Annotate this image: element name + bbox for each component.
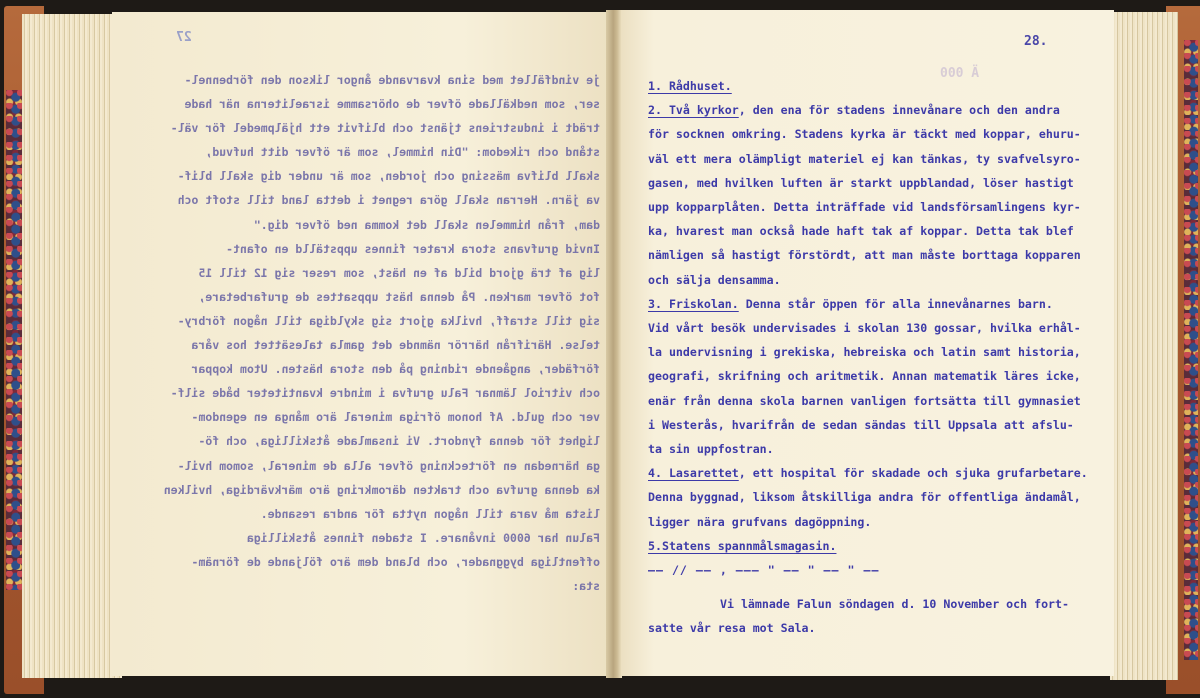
mirrored-line: offentliga byggnader, och bland dem äro följande de förnäm- [191,554,600,569]
line-text: Denna står öppen för alla innevånarnes barn. [738,296,1053,311]
line-text: och sälja densamma. [648,272,781,287]
mirrored-line: lighet för denna fyndort. Vi insamlade åtskilliga, och fö- [198,434,600,449]
text-line [648,510,1088,534]
section-heading: 2. Två kyrkor [648,103,739,118]
mirrored-line: je vindfället med sina kvarvande ångor likson den förbennel- [184,73,600,87]
line-text: , ett hospital för skadade och sjuka grufarbetare. [738,466,1088,481]
mirrored-line: stånd och rikedom: "Din himmel, som är öfver ditt hufvud, [205,145,600,160]
spacer [648,582,1088,592]
line-text: Denna byggnad, liksom åtskilliga andra för offentliga ändamål, [648,490,1081,505]
bleed-through-stamp: 000 Ä [940,66,980,81]
right-page-stack [1110,12,1178,680]
mirrored-line: ga härnedan en förteckning öfver alla de mineral, somom hvil- [177,458,600,473]
text-line [648,219,1088,243]
mirrored-line: förfäder, angående ridning på den stora hästen. Utom koppar [191,362,600,377]
mirrored-line: Invid grufvans stora krater finnes uppställd en ofant- [226,241,600,256]
line-text: Vid vårt besök undervisades i skolan 130 gossar, hvilka erhål- [648,321,1081,336]
mirrored-line: och vitriol lämnar Falu grufva i mindre kvantiteter både silf- [170,386,600,401]
section-heading: 1. Rådhuset. [648,79,732,93]
text-line [648,316,1088,340]
line-text: gasen, med hvilken luften är starkt uppblandad, löser hastigt [648,175,1074,190]
line-text: enär från denna skola barnen vanligen fortsätta till gymnasiet [648,393,1081,408]
mirrored-line: skall blifva mässing och jorden, som är under dig skall blif- [177,169,600,184]
line-text: ligger nära grufvans dagöppning. [648,514,872,529]
text-line [648,74,1088,98]
mirrored-line: Falun har 6000 invånare. I staden finnes åtskilliga [246,530,600,545]
text-line [648,437,1088,461]
text-line [648,340,1088,364]
mirrored-line: sta: [572,578,600,593]
line-text: nämligen så hastigt förstördt, att man måste borttaga kopparen [648,248,1081,263]
mirrored-line: sig till straff, hvilka gjort sig skyldiga till någon förbry- [177,313,600,328]
mirrored-line: lista må vara till någon nytta för andra resande. [260,506,600,521]
mirrored-line: ver och guld. Af honom öfriga mineral äro många en egendom- [191,410,600,425]
text-line [648,195,1088,219]
text-line [648,243,1088,267]
text-line [648,147,1088,171]
text-line [648,461,1088,485]
text-line [648,413,1088,437]
separator-line: —— // —— , ——— " —— " —— " —— [648,563,880,578]
text-line [648,534,1088,558]
line-text: väl ett mera olämpligt materiel ej kan tänkas, ty svafvelsyro- [648,151,1081,166]
left-page-mirrored-text [160,68,600,598]
right-marbled-edge [1184,40,1198,660]
section-heading: 4. Lasarettet [648,466,739,481]
line-text: ta sin uppfostran. [648,442,774,457]
line-text: la undervisning i grekiska, hebreiska och latin samt historia, [648,345,1081,360]
section-heading: 3. Friskolan. [648,296,739,311]
line-text: , den ena för stadens innevånare och den andra [738,103,1060,118]
line-text: för socknen omkring. Stadens kyrka är täckt med koppar, ehuru- [648,127,1081,142]
line-text: i Westerås, hvarifrån de sedan sändas till Uppsala att afslu- [648,417,1074,432]
book-gutter [606,10,622,678]
text-line [648,364,1088,388]
text-line [648,292,1088,316]
text-line [648,122,1088,146]
right-folio: 28. [1024,34,1048,49]
text-line [648,268,1088,292]
right-page-text [648,74,1088,641]
line-text: geografi, skrifning och aritmetik. Annan matematik läres icke, [648,369,1081,384]
text-line [648,389,1088,413]
mirrored-line: lig af trä gjord bild af en häst, som reser sig 12 till 15 [198,265,600,280]
mirrored-line: ser, som nedkällade öfver de ohörsamme israeliterna när hade [184,97,600,112]
text-line [648,485,1088,509]
line-text: ka, hvarest man också hade haft tak af koppar. Detta tak blef [648,224,1074,239]
mirrored-line: fot öfver marken. På denna häst uppsattes de grufarbetare, [198,289,600,304]
closing-line: satte vår resa mot Sala. [648,621,816,636]
mirrored-line: dam, från himmelen skall det komma ned öfver dig." [253,217,600,232]
left-folio: 27 [176,30,192,45]
section-heading: 5.Statens spannmålsmagasin. [648,538,837,553]
left-marbled-edge [6,90,22,590]
text-line [648,98,1088,122]
left-page-stack [22,14,122,678]
mirrored-line: telse. Härifrån härrör nämnde det gamla talesättet hos våra [191,338,600,353]
mirrored-line: trädt i industriens tjänst och blifvit ett hjälpmedel för väl- [170,121,600,136]
line-text: upp kopparplåten. Detta inträffade vid landsförsamlingens kyr- [648,200,1081,215]
closing-line: Vi lämnade Falun söndagen d. 10 November och fort- [720,597,1070,612]
text-line [648,171,1088,195]
mirrored-line: ka denna grufva och trakten däromkring äro märkvärdiga, hvilken [163,482,600,497]
mirrored-line: va järn. Herran skall göra regnet i detta land till stoft och [177,193,600,208]
